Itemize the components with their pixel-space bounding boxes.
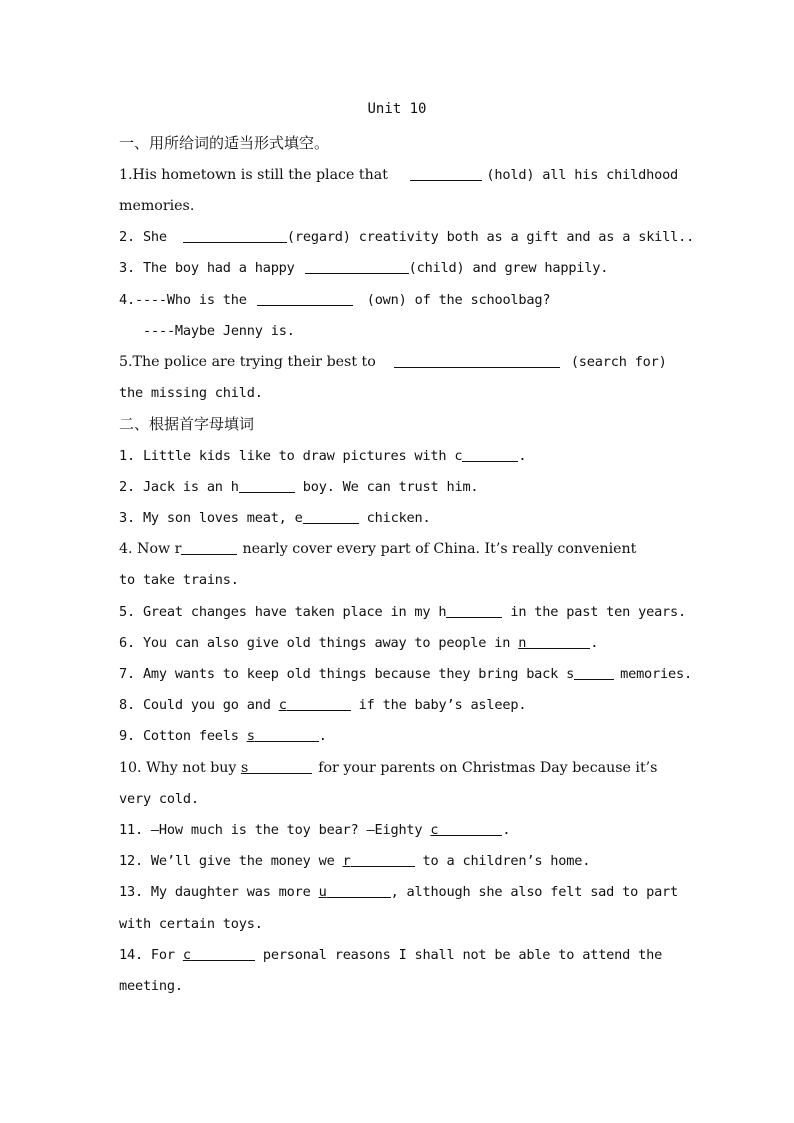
s2-q2-text-2: boy. We can trust him. (302, 479, 479, 495)
answer-blank[interactable] (394, 353, 560, 368)
s1-q5-text-2: (search for) (570, 354, 667, 370)
s1-question-5 (119, 351, 675, 373)
s1-q4-text: 4.----Who is the (119, 292, 247, 308)
s2-q14-initial: c (182, 947, 191, 963)
s1-q1-continuation: memories. (119, 198, 195, 214)
s1-q1-text-2: (hold) all his childhood (486, 167, 679, 183)
s2-q13-continuation: with certain toys. (119, 916, 263, 932)
s2-q12-text-2: to a children’s home. (422, 853, 591, 869)
s2-q3-text: 3. My son loves meat, e (119, 510, 303, 526)
s1-question-2 (119, 226, 695, 248)
s2-question-7 (119, 663, 692, 685)
s1-q3-text: 3. The boy had a happy (119, 260, 295, 276)
s1-question-1 (119, 164, 679, 186)
s2-question-13 (119, 881, 679, 903)
s2-q6-text-2: . (590, 635, 599, 651)
answer-blank[interactable] (303, 509, 359, 524)
s2-question-3 (119, 507, 675, 529)
s2-q7-text: 7. Amy wants to keep old things because they bring back s (119, 666, 575, 682)
s2-q8-text-2: if the baby’s asleep. (358, 697, 527, 713)
s1-q4-text-2: (own) of the schoolbag? (366, 292, 551, 308)
s2-question-11 (119, 819, 675, 841)
answer-blank[interactable] (287, 696, 351, 711)
s2-q1-text-2: . (518, 448, 527, 464)
s2-q9-text-2: . (318, 728, 327, 744)
answer-blank[interactable] (438, 821, 502, 836)
s1-q5-continuation: the missing child. (119, 385, 263, 401)
answer-blank[interactable] (574, 665, 614, 680)
s1-q2-text-2: (regard) creativity both as a gift and as a skill.. (286, 229, 695, 245)
s2-q11-initial: c (430, 822, 439, 838)
answer-blank[interactable] (351, 852, 415, 867)
s1-q3-text-2: (child) and grew happily. (408, 260, 609, 276)
s2-q4-continuation: to take trains. (119, 572, 239, 588)
s2-question-8 (119, 694, 675, 716)
s2-q6-initial: n (518, 635, 527, 651)
s1-question-4 (119, 289, 675, 311)
s2-question-6 (119, 632, 675, 654)
s2-q4-text-2: nearly cover every part of China. It’s really convenient (242, 541, 637, 557)
answer-blank[interactable] (327, 883, 391, 898)
s2-q14-continuation: meeting. (119, 978, 183, 994)
s2-question-9 (119, 725, 675, 747)
s2-q3-text-2: chicken. (366, 510, 431, 526)
s2-question-10 (119, 757, 675, 779)
s2-q10-text: 10. Why not buy (119, 760, 237, 776)
s2-q2-text: 2. Jack is an h (119, 479, 239, 495)
answer-blank[interactable] (526, 634, 590, 649)
s2-q10-continuation: very cold. (119, 791, 199, 807)
answer-blank[interactable] (181, 540, 237, 555)
s2-q8-initial: c (278, 697, 287, 713)
s2-q13-initial: u (318, 884, 327, 900)
section1-heading: 一、用所给词的适当形式填空。 (119, 134, 330, 152)
answer-blank[interactable] (191, 946, 255, 961)
s2-q11-text-2: . (502, 822, 511, 838)
s2-q12-text: 12. We’ll give the money we (119, 853, 335, 869)
s1-question-3 (119, 257, 675, 279)
answer-blank[interactable] (183, 228, 287, 243)
page-title: Unit 10 (367, 101, 427, 117)
answer-blank[interactable] (239, 478, 295, 493)
s2-question-14 (119, 944, 675, 966)
s2-q4-text: 4. Now r (119, 541, 182, 557)
s2-question-5 (119, 601, 687, 623)
s2-question-12 (119, 850, 675, 872)
s2-question-2 (119, 476, 675, 498)
answer-blank[interactable] (257, 291, 353, 306)
s2-q8-text: 8. Could you go and (119, 697, 271, 713)
s2-q5-text-2: in the past ten years. (510, 604, 687, 620)
s2-q14-text-2: personal reasons I shall not be able to attend the (262, 947, 663, 963)
s1-q1-text: 1.His hometown is still the place that (119, 167, 388, 183)
s2-q11-text: 11. —How much is the toy bear? —Eighty (119, 822, 423, 838)
answer-blank[interactable] (305, 259, 409, 274)
s1-q2-text: 2. She (119, 229, 167, 245)
s2-q12-initial: r (342, 853, 351, 869)
s2-q9-initial: s (246, 728, 255, 744)
answer-blank[interactable] (410, 166, 482, 181)
section2-heading: 二、根据首字母填词 (119, 415, 255, 433)
answer-blank[interactable] (248, 759, 312, 774)
s2-q10-initial: s (240, 760, 249, 776)
s2-question-1 (119, 445, 675, 467)
s2-q6-text: 6. You can also give old things away to people in (119, 635, 511, 651)
s2-q7-text-2: memories. (620, 666, 692, 682)
s2-q9-text: 9. Cotton feels (119, 728, 239, 744)
s1-q5-text: 5.The police are trying their best to (119, 354, 376, 370)
s2-q14-text: 14. For (119, 947, 175, 963)
s2-q1-text: 1. Little kids like to draw pictures with c (119, 448, 463, 464)
s2-question-4 (119, 538, 675, 560)
answer-blank[interactable] (255, 727, 319, 742)
answer-blank[interactable] (446, 603, 502, 618)
s2-q5-text: 5. Great changes have taken place in my h (119, 604, 447, 620)
s1-q4-answer-line: ----Maybe Jenny is. (143, 323, 295, 339)
s2-q10-text-2: for your parents on Christmas Day because it’s (318, 760, 658, 776)
s2-q13-text-2: , although she also felt sad to part (390, 884, 679, 900)
s2-q13-text: 13. My daughter was more (119, 884, 311, 900)
answer-blank[interactable] (462, 447, 518, 462)
